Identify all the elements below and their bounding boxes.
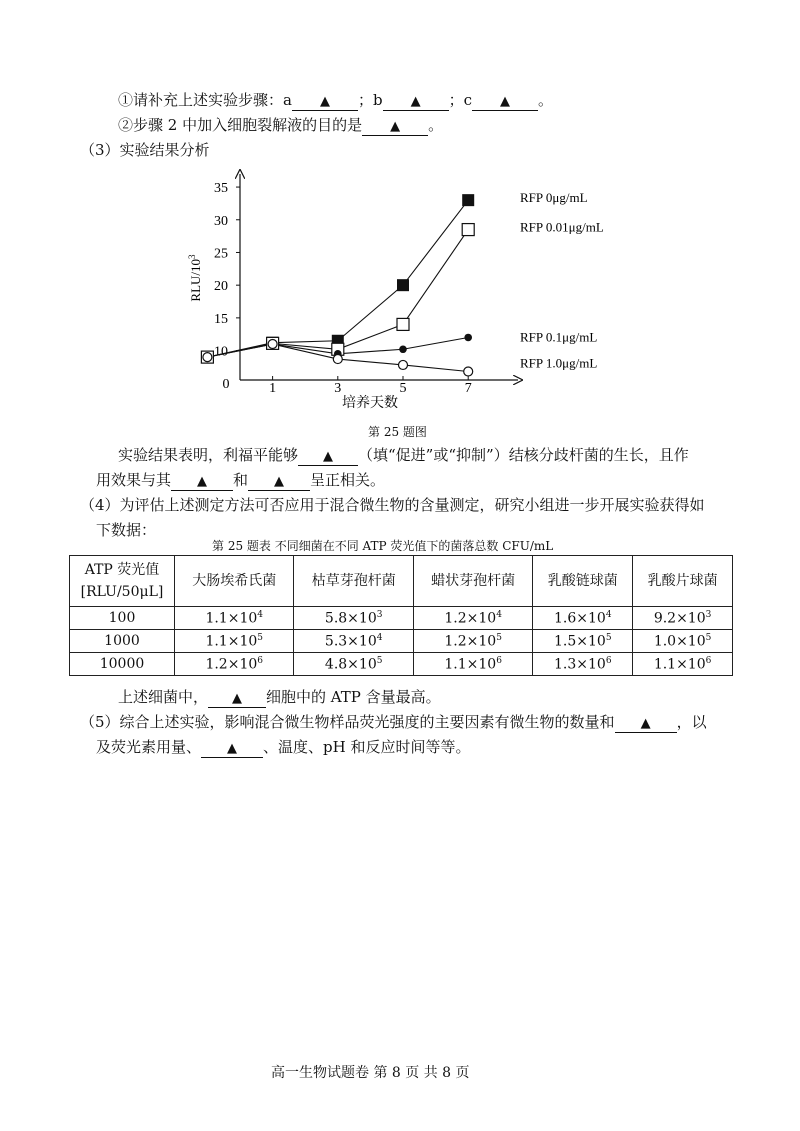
figure-caption: 第 25 题图 bbox=[368, 425, 427, 439]
row-label: 1000 bbox=[70, 630, 175, 653]
line-chart bbox=[187, 170, 640, 422]
y-tick-label: 20 bbox=[214, 279, 228, 295]
table-cell: $1.1\times 10^5$ bbox=[175, 630, 294, 653]
data-table bbox=[69, 555, 733, 676]
answer-blank-factor-2[interactable]: ▲ bbox=[248, 472, 310, 491]
answer-blank-effect[interactable]: ▲ bbox=[298, 447, 358, 466]
y-tick-label: 35 bbox=[214, 181, 228, 197]
x-axis-label: 培养天数 bbox=[342, 396, 398, 411]
after-table-line: 上述细菌中， ▲ 细胞中的 ATP 含量最高。 bbox=[118, 688, 441, 706]
page-footer: 高一生物试题卷 第 8 页 共 8 页 bbox=[271, 1065, 470, 1081]
y-tick-label: 25 bbox=[214, 246, 228, 262]
data-point bbox=[462, 194, 474, 206]
column-header: 蜡状芽孢杆菌 bbox=[413, 556, 532, 607]
answer-blank-purpose[interactable]: ▲ bbox=[362, 117, 428, 136]
legend-label: RFP 1.0μg/mL bbox=[520, 355, 598, 371]
table-cell: $1.1\times 10^6$ bbox=[413, 653, 532, 676]
data-point bbox=[399, 360, 408, 369]
answer-blank-c[interactable]: ▲ bbox=[472, 92, 538, 111]
row-label: 10000 bbox=[70, 653, 175, 676]
section-3-heading: （3）实验结果分析 bbox=[80, 141, 210, 159]
data-point bbox=[464, 367, 473, 376]
table-cell: $1.2\times 10^4$ bbox=[413, 607, 532, 630]
x-tick-label: 5 bbox=[399, 381, 407, 396]
data-point bbox=[397, 318, 409, 330]
data-point bbox=[268, 340, 277, 349]
legend-label: RFP 0.1μg/mL bbox=[520, 329, 598, 345]
origin-label: 0 bbox=[222, 377, 230, 392]
conclusion-line-1: 实验结果表明，利福平能够 ▲ （填“促进”或“抑制”）结核分歧杆菌的生长，且作 bbox=[118, 446, 689, 464]
table-cell: $1.0\times 10^5$ bbox=[633, 630, 733, 653]
table-caption: 第 25 题表 不同细菌在不同 ATP 荧光值下的菌落总数 CFU/mL bbox=[212, 539, 554, 553]
answer-blank-b[interactable]: ▲ bbox=[383, 92, 449, 111]
x-tick-label: 7 bbox=[464, 381, 472, 396]
data-point bbox=[397, 279, 409, 291]
table-cell: $1.2\times 10^5$ bbox=[413, 630, 532, 653]
table-cell: $4.8\times 10^5$ bbox=[294, 653, 413, 676]
section-5-line-1: （5）综合上述实验，影响混合微生物样品荧光强度的主要因素有微生物的数量和 ▲ ，以 bbox=[80, 713, 707, 731]
data-point bbox=[203, 353, 212, 362]
section-5-line-2: 及荧光素用量、 ▲ 、温度、pH 和反应时间等等。 bbox=[96, 738, 471, 756]
answer-blank-other-factor[interactable]: ▲ bbox=[201, 739, 263, 758]
table-cell: $1.1\times 10^6$ bbox=[633, 653, 733, 676]
table-cell: $5.3\times 10^4$ bbox=[294, 630, 413, 653]
table-row bbox=[70, 607, 733, 630]
data-point bbox=[399, 345, 407, 353]
question-2-item-2: ②步骤 2 中加入细胞裂解液的目的是 ▲ 。 bbox=[118, 116, 444, 134]
x-tick-label: 3 bbox=[334, 381, 342, 396]
y-tick-label: 15 bbox=[214, 311, 228, 327]
section-4-line-2: 下数据： bbox=[96, 521, 157, 539]
y-tick-label: 10 bbox=[214, 344, 228, 360]
table-cell: $9.2\times 10^3$ bbox=[633, 607, 733, 630]
y-tick-label: 30 bbox=[214, 213, 228, 229]
table-cell: $1.5\times 10^5$ bbox=[533, 630, 633, 653]
row-header-label: ATP 荧光值 [RLU/50μL] bbox=[70, 556, 175, 607]
table-header-row bbox=[70, 556, 733, 607]
x-tick-label: 1 bbox=[269, 381, 277, 396]
legend-label: RFP 0.01μg/mL bbox=[520, 219, 604, 235]
answer-blank-a[interactable]: ▲ bbox=[292, 92, 358, 111]
conclusion-line-2: 用效果与其 ▲ 和 ▲ 呈正相关。 bbox=[96, 471, 386, 489]
answer-blank-factor-1[interactable]: ▲ bbox=[171, 472, 233, 491]
answer-blank-quantity-factor[interactable]: ▲ bbox=[615, 714, 677, 733]
column-header: 枯草芽孢杆菌 bbox=[294, 556, 413, 607]
y-axis-label: RLU/$10^3$ bbox=[187, 254, 203, 302]
data-point bbox=[462, 224, 474, 236]
table-row bbox=[70, 653, 733, 676]
question-2-item-1: ①请补充上述实验步骤：a ▲ ；b ▲ ；c ▲ 。 bbox=[118, 91, 553, 109]
table-cell: $1.2\times 10^6$ bbox=[175, 653, 294, 676]
table-row bbox=[70, 630, 733, 653]
column-header: 大肠埃希氏菌 bbox=[175, 556, 294, 607]
row-label: 100 bbox=[70, 607, 175, 630]
series-line bbox=[207, 200, 468, 357]
table-cell: $1.6\times 10^4$ bbox=[533, 607, 633, 630]
column-header: 乳酸链球菌 bbox=[533, 556, 633, 607]
table-cell: $1.3\times 10^6$ bbox=[533, 653, 633, 676]
data-point bbox=[464, 334, 472, 342]
section-4-line-1: （4）为评估上述测定方法可否应用于混合微生物的含量测定，研究小组进一步开展实验获得如 bbox=[80, 496, 705, 514]
column-header: 乳酸片球菌 bbox=[633, 556, 733, 607]
answer-blank-bacterium[interactable]: ▲ bbox=[208, 689, 266, 708]
legend-label: RFP 0μg/mL bbox=[520, 190, 588, 206]
data-point bbox=[333, 355, 342, 364]
table-cell: $5.8\times 10^3$ bbox=[294, 607, 413, 630]
table-cell: $1.1\times 10^4$ bbox=[175, 607, 294, 630]
